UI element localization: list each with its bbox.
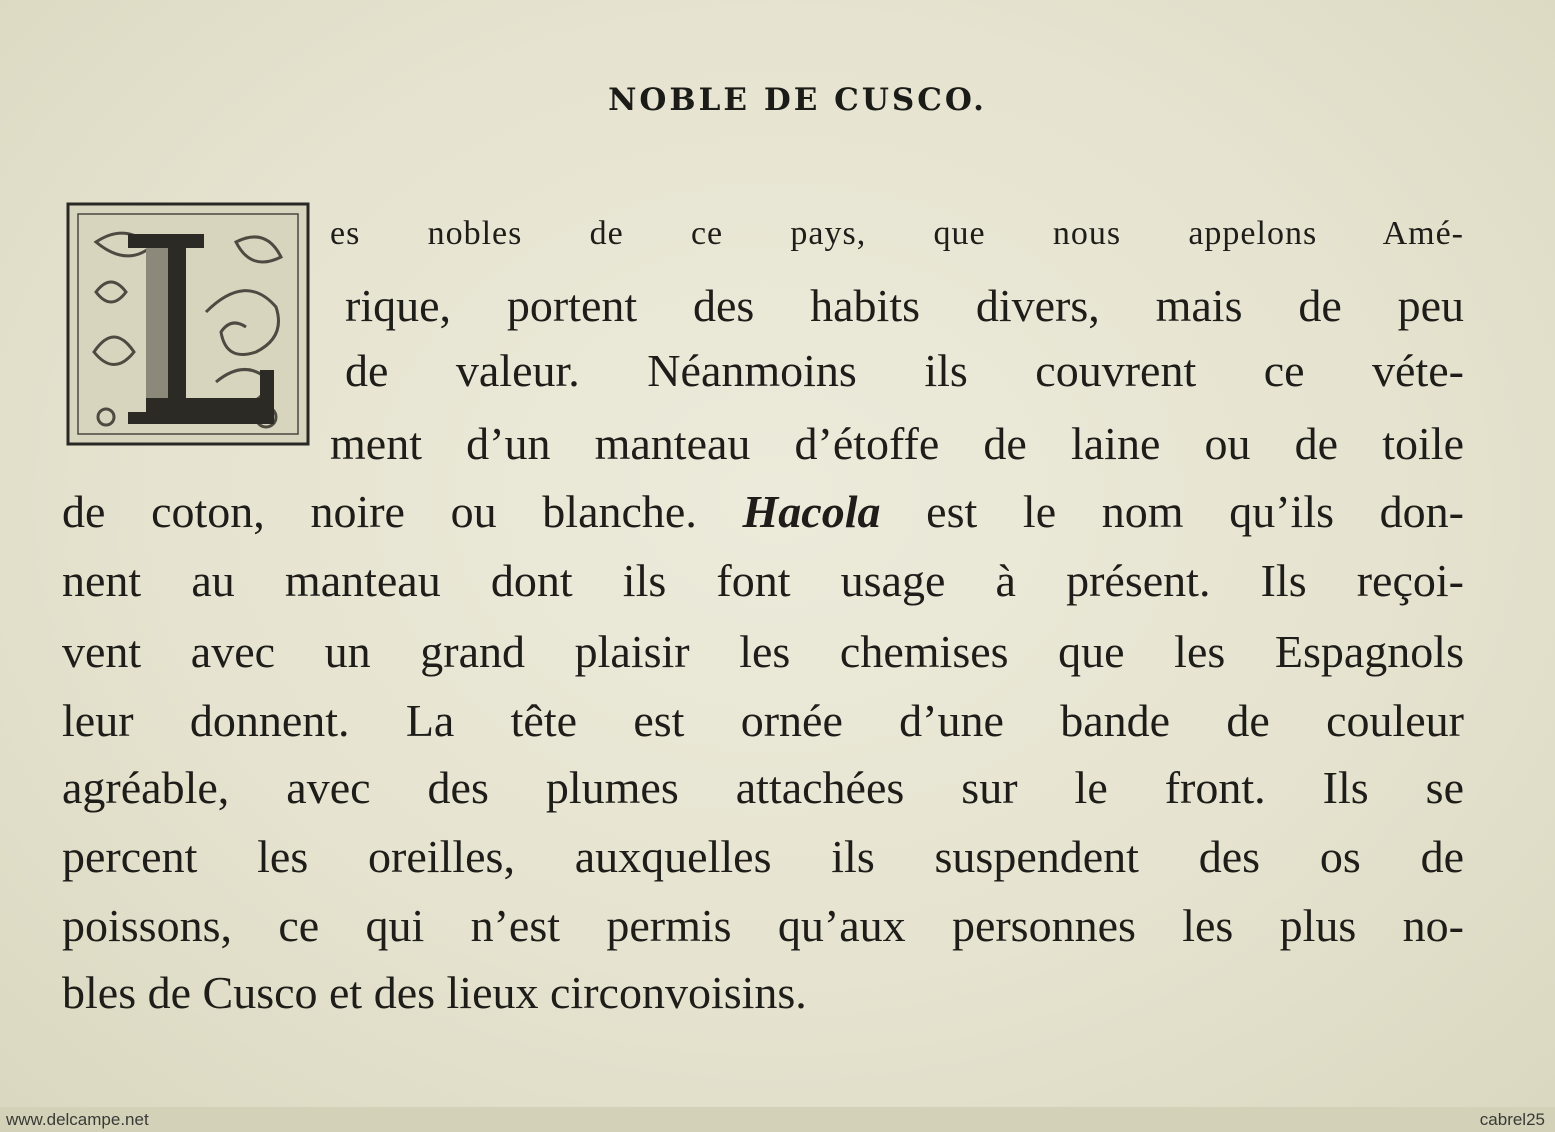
text-line-10: percent les oreilles, auxquelles ils suspendent des os de — [62, 831, 1464, 882]
text-line-7: vent avec un grand plaisir les chemises que les Espagnols — [62, 626, 1464, 677]
text-line-9: agréable, avec des plumes attachées sur le front. Ils se — [62, 762, 1464, 813]
text-segment: de coton, noire ou blanche. — [62, 486, 697, 537]
text-segment: est le nom qu’ils don- — [926, 486, 1464, 537]
watermark-left: www.delcampe.net — [6, 1110, 149, 1129]
text-line-3: de valeur. Néanmoins ils couvrent ce véte- — [345, 345, 1464, 396]
text-line-6: nent au manteau dont ils font usage à présent. Ils reçoi- — [62, 555, 1464, 606]
watermark-right: cabrel25 — [1479, 1110, 1545, 1129]
decorated-initial-icon — [66, 202, 310, 446]
text-line-11: poissons, ce qui n’est permis qu’aux personnes les plus no- — [62, 900, 1464, 951]
watermark-bar — [0, 1107, 1555, 1132]
text-line-4: ment d’un manteau d’étoffe de laine ou de toile — [330, 418, 1464, 469]
text-line-8: leur donnent. La tête est ornée d’une bande de couleur — [62, 695, 1464, 746]
page-title: NOBLE DE CUSCO. — [608, 82, 987, 118]
text-line-5 — [62, 486, 1464, 537]
italic-term: Hacola — [742, 486, 881, 537]
text-line-1 — [330, 206, 1464, 257]
text-line-12: bles de Cusco et des lieux circonvoisins. — [62, 967, 807, 1018]
text-line-2: rique, portent des habits divers, mais de peu — [345, 280, 1464, 331]
drop-cap-continuation: es nobles de ce pays, que nous appelons Amé- — [330, 215, 1464, 252]
